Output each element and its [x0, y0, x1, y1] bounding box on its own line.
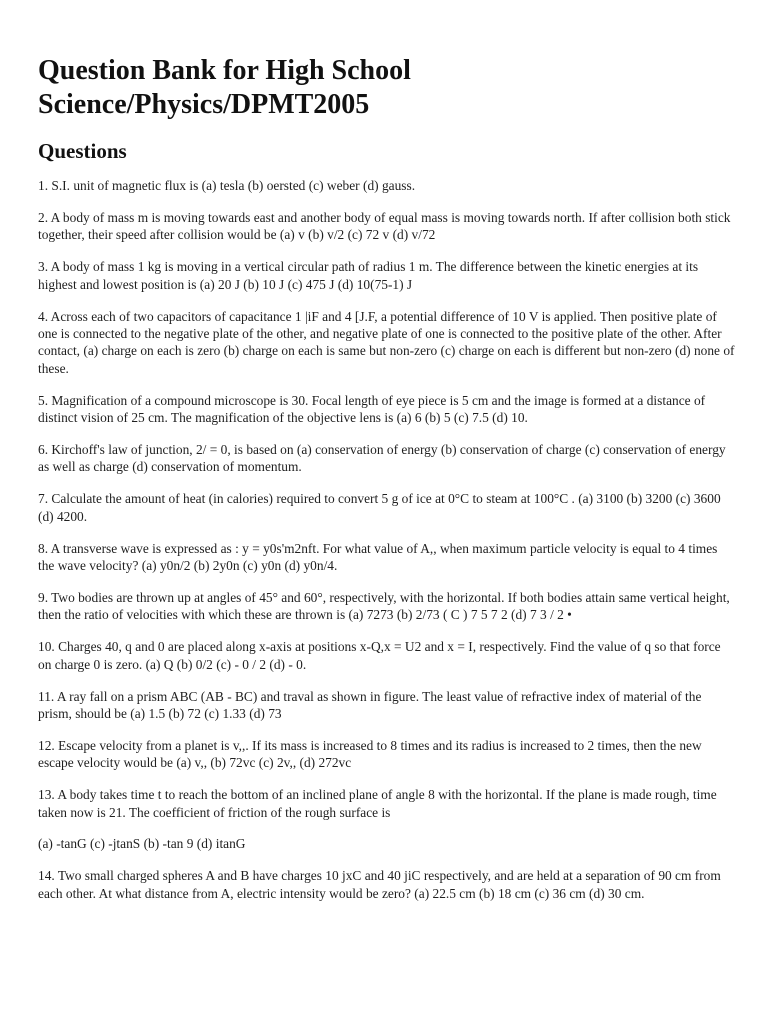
question-8: 8. A transverse wave is expressed as : y = y0s'm2nft. For what value of A,, when maximum particle velocity is equal to 4 times the wave velocity? (a) y0n/2 (b) 2y0n (c) y0n (d) y0n/4.: [38, 540, 718, 573]
question-5: 5. Magnification of a compound microscope is 30. Focal length of eye piece is 5 cm and the image is formed at a distance of distinct vision of 25 cm. The magnification of the objective lens is (a) 6 (b) 5 (c) 7.5 (d) 10.: [38, 392, 706, 426]
question-2: 2. A body of mass m is moving towards east and another body of equal mass is moving towards north. If after collision both stick together, their speed after collision would be (a) v (b) v/2 (c) 72 v (d) v/72: [38, 209, 731, 243]
question-10: 10. Charges 40, q and 0 are placed along x-axis at positions x-Q,x = U2 and x = I, respectively. Find the value of q so that force on charge 0 is zero. (a) Q (b) 0/2 (c) - 0 / 2 (d) - 0.: [38, 639, 721, 672]
question-9: 9. Two bodies are thrown up at angles of 45° and 60°, respectively, with the horizontal. If both bodies attain same vertical height, then the ratio of velocities with which these are thrown is (a) 7273 (b) 2/73 ( C ) 7 5 7 2 (d) 7 3 / 2 •: [38, 589, 730, 623]
question-13-options: (a) -tanG (c) -jtanS (b) -tan 9 (d) itanG: [38, 836, 246, 852]
question-14: 14. Two small charged spheres A and B have charges 10 jxC and 40 jiC respectively, and are held at a separation of 90 cm from each other. At what distance from A, electric intensity would be zero? (a) 22.5 cm (b) 18 cm (c) 36 cm (d) 30 cm.: [38, 868, 721, 901]
question-7: 7. Calculate the amount of heat (in calories) required to convert 5 g of ice at 0°C to steam at 100°C . (a) 3100 (b) 3200 (c) 3600 (d) 4200.: [38, 491, 721, 524]
page-title: Question Bank for High School Science/Physics/DPMT2005: [38, 55, 411, 120]
question-1: 1. S.I. unit of magnetic flux is (a) tesla (b) oersted (c) weber (d) gauss.: [38, 178, 416, 193]
question-13: 13. A body takes time t to reach the bottom of an inclined plane of angle 8 with the horizontal. If the plane is made rough, time taken now is 21. The coefficient of friction of the rough surface is: [38, 787, 717, 820]
question-11: 11. A ray fall on a prism ABC (AB - BC) and traval as shown in figure. The least value of refractive index of material of the prism, should be (a) 1.5 (b) 72 (c) 1.33 (d) 73: [38, 688, 702, 721]
section-heading: Questions: [38, 139, 127, 163]
question-4: 4. Across each of two capacitors of capacitance 1 |iF and 4 [J.F, a potential difference of 10 V is applied. Then positive plate of one is connected to the negative plate of the other, and negative plate of one is connected to the positive plate of the other. After contact, (a) charge on each is zero (b) charge on each is same but non-zero (c) charge on each is different but non-zero (d) none of these.: [38, 308, 735, 376]
document-page: [38, 54, 736, 917]
question-3: 3. A body of mass 1 kg is moving in a vertical circular path of radius 1 m. The difference between the kinetic energies at its highest and lowest position is (a) 20 J (b) 10 J (c) 475 J (d) 10(75-1) J: [38, 259, 699, 292]
question-6: 6. Kirchoff's law of junction, 2/ = 0, is based on (a) conservation of energy (b) conservation of charge (c) conservation of energy as well as charge (d) conservation of momentum.: [38, 441, 726, 475]
question-12: 12. Escape velocity from a planet is v,,. If its mass is increased to 8 times and its radius is increased to 2 times, then the new escape velocity would be (a) v,, (b) 72vc (c) 2v,, (d) 272vc: [38, 737, 702, 771]
